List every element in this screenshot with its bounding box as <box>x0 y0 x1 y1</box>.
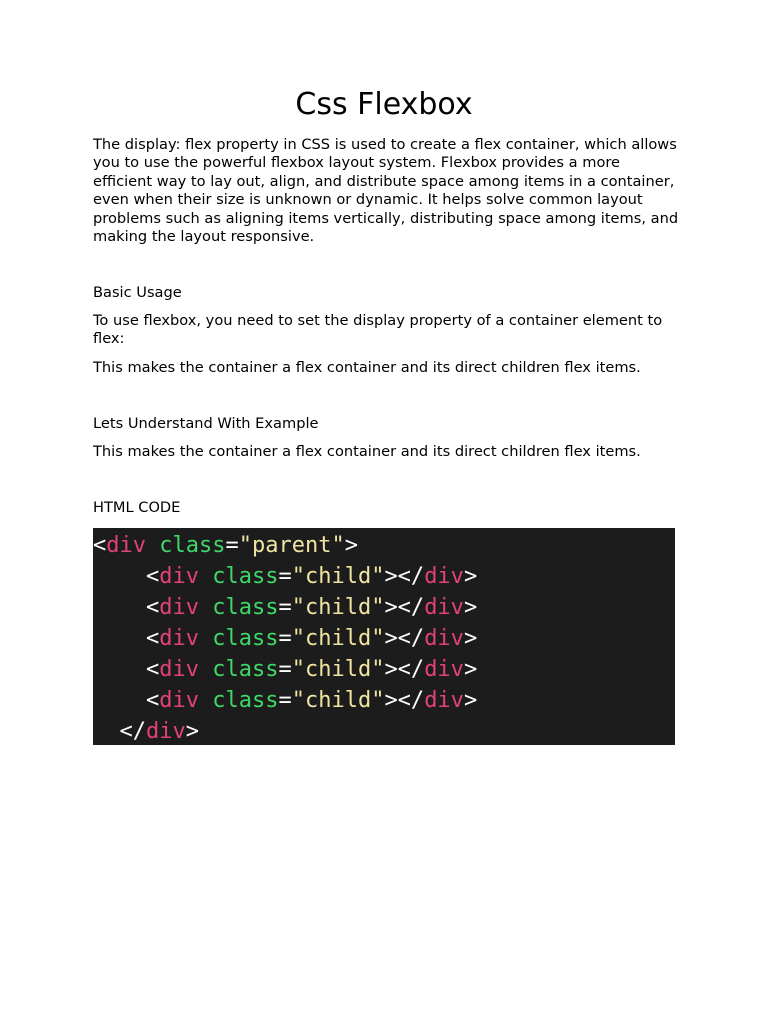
code-punctuation: < <box>93 533 107 558</box>
code-punctuation: < <box>145 688 160 713</box>
basic-usage-text: To use flexbox, you need to set the display property of a container element to flex: <box>93 312 663 348</box>
code-indent <box>93 626 146 651</box>
code-string: "child" <box>291 564 385 589</box>
code-block <box>93 528 675 745</box>
code-punctuation: > <box>463 595 478 620</box>
code-punctuation: </ <box>119 719 146 744</box>
code-punctuation: < <box>145 564 160 589</box>
code-tag: div <box>159 688 199 713</box>
code-string: "parent" <box>238 533 345 558</box>
code-punctuation: > <box>463 626 478 651</box>
code-line <box>93 561 675 592</box>
code-line <box>93 592 675 623</box>
code-tag: div <box>146 719 186 744</box>
code-punctuation: = <box>225 533 239 558</box>
code-punctuation: > <box>344 533 358 558</box>
example-note: This makes the container a flex container and its direct children flex items. <box>93 443 641 460</box>
code-attribute: class <box>198 564 279 589</box>
code-indent <box>93 595 146 620</box>
code-punctuation: = <box>278 595 292 620</box>
code-punctuation: = <box>278 657 292 682</box>
code-tag: div <box>159 626 199 651</box>
code-tag: div <box>159 657 199 682</box>
code-line <box>93 623 675 654</box>
code-punctuation: < <box>145 595 160 620</box>
code-attribute: class <box>198 626 279 651</box>
code-tag: div <box>424 688 464 713</box>
example-heading: Lets Understand With Example <box>93 415 319 432</box>
code-punctuation: > <box>463 657 478 682</box>
code-indent <box>93 657 146 682</box>
code-tag: div <box>159 595 199 620</box>
code-punctuation: < <box>145 626 160 651</box>
code-punctuation: ></ <box>384 688 425 713</box>
code-line <box>93 716 675 745</box>
html-code-heading: HTML CODE <box>93 499 181 516</box>
code-tag: div <box>424 595 464 620</box>
code-attribute: class <box>198 595 279 620</box>
code-indent <box>93 688 146 713</box>
code-string: "child" <box>291 626 385 651</box>
code-attribute: class <box>146 533 226 558</box>
code-string: "child" <box>291 657 385 682</box>
code-attribute: class <box>198 688 279 713</box>
code-punctuation: = <box>278 564 292 589</box>
code-punctuation: ></ <box>384 564 425 589</box>
code-indent <box>93 564 146 589</box>
code-punctuation: > <box>463 688 478 713</box>
code-punctuation: > <box>463 564 478 589</box>
code-tag: div <box>424 626 464 651</box>
code-line <box>93 654 675 685</box>
code-tag: div <box>106 533 146 558</box>
code-line <box>93 530 675 561</box>
code-indent <box>93 719 120 744</box>
code-punctuation: ></ <box>384 595 425 620</box>
code-punctuation: = <box>278 626 292 651</box>
code-tag: div <box>159 564 199 589</box>
page-title: Css Flexbox <box>295 87 473 122</box>
code-punctuation: ></ <box>384 626 425 651</box>
code-punctuation: ></ <box>384 657 425 682</box>
code-tag: div <box>424 564 464 589</box>
code-punctuation: > <box>185 719 199 744</box>
code-punctuation: < <box>145 657 160 682</box>
code-punctuation: = <box>278 688 292 713</box>
basic-usage-note: This makes the container a flex container and its direct children flex items. <box>93 359 641 376</box>
code-string: "child" <box>291 595 385 620</box>
basic-usage-heading: Basic Usage <box>93 284 182 301</box>
code-line <box>93 685 675 716</box>
intro-paragraph: The display: flex property in CSS is used to create a flex container, which allows you to use the powerful flexbox layout system. Flexbox provides a more efficient way to lay out, align, and distribute space among items in a container, even when their size is unknown or dynamic. It helps solve common layout problems such as aligning items vertically, distributing space among items, and making the layout responsive. <box>93 136 679 246</box>
code-string: "child" <box>291 688 385 713</box>
code-attribute: class <box>198 657 279 682</box>
code-tag: div <box>424 657 464 682</box>
